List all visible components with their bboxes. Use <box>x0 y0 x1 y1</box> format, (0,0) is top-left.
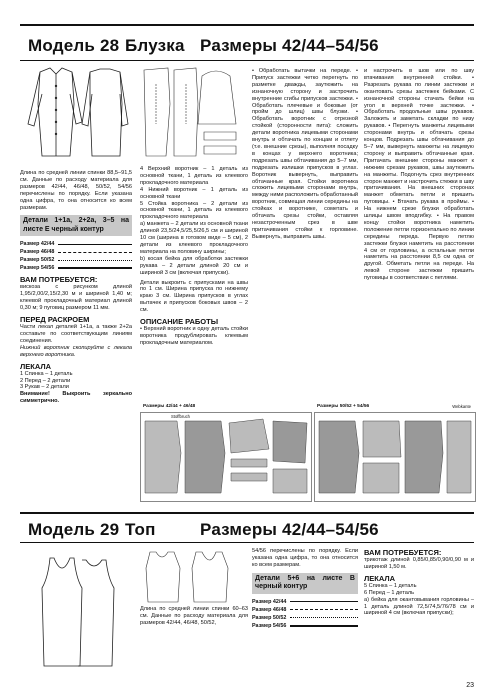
model29-intro: Длина по средней линии спинки 60–63 см. Данные по расходу материала для размеров 42/44, 46/48, 50/52, <box>140 606 248 626</box>
model28-col2-a: 4 Нижний воротник – 1 деталь из основной ткани <box>140 186 248 200</box>
m29-size-legend-46: Размер 46/48 <box>252 606 358 614</box>
layout-selvage-label: Webkante <box>452 404 471 409</box>
model28-col2-c: а) манжета – 2 детали из основной ткани длиной 23,5/24,5/25,5/26,5 см и шириной 10 см (ширина в готовом виде – 5 см), 2 детали из клеевого прокладочного материала на половину ширины; <box>140 221 248 255</box>
model29-pattern-title: ЛЕКАЛА <box>364 573 396 583</box>
layout-diagram-2 <box>314 404 476 502</box>
size-legend-50: Размер 50/52 <box>20 256 132 264</box>
model28-col2-top: 4 Верхний воротник – 1 деталь из основной ткани, 1 деталь из клеевого прокладочного материала <box>140 166 248 186</box>
top-rule <box>20 24 474 26</box>
size-legend-42: Размер 42/44 <box>20 240 132 248</box>
page-number: 23 <box>466 682 474 689</box>
model28-need-title: ВАМ ПОТРЕБУЕТСЯ: <box>20 275 98 285</box>
model28-before-italic: Нижний воротник скопируйте с лекала верхнего воротника. <box>20 344 132 358</box>
model29-need-text: трикотаж длиной 0,85/0,85/0,90/0,90 м и шириной 1,50 м. <box>364 557 474 570</box>
model29-name: Топ <box>125 520 156 539</box>
model29-sizes: Размеры 42/44–54/56 <box>200 520 379 539</box>
model29-top-rule <box>20 512 474 514</box>
model28-column-1 <box>20 170 132 470</box>
model28-col2-d: b) косая бейка для обработки застежки рукава – 2 детали длиной 20 см и шириной 3 см (включая припуски). <box>140 255 248 276</box>
model28-number: Модель 28 <box>28 36 120 55</box>
size-legend-54: Размер 54/56 <box>20 264 132 272</box>
model28-column-3: • Обработать вытачки на переде. • Припуск застежки четко перегнуть по разметке дважды, заутюжить на изнаночную сторону и застрочить внутренние сгибы припусков застежки. • Обработать плечевые и боковые (от пройм до шлиц) швы блузки. • Обработать воротник с отрезной стойкой (сторонности пита): сложить детали воротника лицевыми сторонами внутрь и обтачать по концам и отлету (т.е. внешние срезы), выполняя посадку в концах у верхнего воротника; подрезать швы обтачивания до 5–7 мм, подрезать излишки припусков в углах. Воротник вывернуть, выправить обтачанные края. Стойки воротника сложить лицевыми сторонами внутрь, между ними расположить обработанный воротник, совмещая линии середины на стойках и воротнике, сометать и обтачать срезы стойки, оставляя незастроченным срез в шве притачивания стойки к горловине. Вывернуть, выправить швы. <box>252 68 358 240</box>
model29-pattern-extra: а) бейка для окантовывания горловины – 1 деталь длиной 72,5/74,5/76/78 см и шириной 4 см (включая припуски); <box>364 596 474 617</box>
model28-work-title: ОПИСАНИЕ РАБОТЫ <box>140 317 219 327</box>
layout-label-1: Размеры 42/44 + 46/48 <box>143 404 196 409</box>
model28-name: Блузка <box>125 36 185 55</box>
model28-col2-e: Детали выкроить с припусками на швы по 1 см. Ширина припуска по нижнему краю 3 см. Ширина припусков в углах вытачек и припусков боковых швов – 2 см. <box>140 279 248 314</box>
model29-rule <box>20 542 474 543</box>
model28-details-bar: Детали 1+1а, 2+2а, 3–5 на листе Е черный контур <box>20 215 132 236</box>
model28-pattern-1: 1 Спинка – 1 деталь <box>20 370 73 377</box>
model29-pattern-2: 6 Перед – 1 деталь <box>364 589 415 596</box>
model28-before-text: Части лекал деталей 1+1а, а также 2+2а составьте по соответствующим линиям соединения. <box>20 324 132 344</box>
m29-size-legend-50: Размер 50/52 <box>252 614 358 622</box>
model28-blouse-illustration <box>20 64 132 166</box>
model28-attention: Внимание! Выкроить зеркально симметрично. <box>20 391 132 405</box>
model28-col2-b: 5 Стойка воротника – 2 детали из основной ткани, 1 деталь из клеевого прокладочного материала <box>140 200 248 221</box>
m29-size-legend-42: Размер 42/44 <box>252 598 358 606</box>
model28-column-4: и настрочить в шов или по шву втачивания внутренней стойки. • Разрезать рукава по линии застежки и окантовать срезы застежек бейками. С изнаночной стороны стачать бейки на угол в верхней точке застежки. • Обработать продольные швы рукавов. Заложить и заметать складки по низу рукавов. • Перегнуть манжеты лицевыми сторонами внутрь и обтачать срезы концов. Подрезать швы обтачивания до 5–7 мм, вывернуть манжеты на лицевую сторону и выправить обтачанные края. Притачать внешние стороны манжет к нижним срезам рукавов, швы заутюжить на манжеты. Подогнуть срез внутренних сторон манжет и настрочить стежки в шву притачивания. На внешних сторонах манжет обметать петли и пришить пуговицы. • Втачать рукава в проймы. • На нижнем срезе блузки обработать шлицы швом вподгибку. • На правом концу стойки воротника наметить положение петли горизонтально по линии середины переда. Первую петлю застежки блузки наметить на расстоянии 4 см от горловины, а остальные петли наметить на расстоянии 8,5 см одна от другой. Обметать петли на переде. На левой стороне застежки пришить пуговицы в соответствии с петлями. <box>364 68 474 282</box>
model28-pattern-schematic <box>140 64 244 162</box>
layout-label-2: Размеры 50/52 + 54/56 <box>317 404 370 409</box>
model29-details-bar: Детали 5+6 на листе В черный контур <box>252 573 358 594</box>
model29-intro-cont: 54/56 перечислены по порядку. Если указана одна цифра, то она относится ко всем размерам. <box>252 548 358 568</box>
model29-column-4 <box>364 548 474 678</box>
model28-work-first: • Верхний воротник и одну деталь стойки воротника продублировать клеевым прокладочным материалом. <box>140 326 248 346</box>
model28-column-2 <box>140 166 248 406</box>
model28-rule <box>20 60 474 61</box>
layout-diagram-1 <box>140 404 312 502</box>
size-legend-46: Размер 46/48 <box>20 248 132 256</box>
layout-fold-label-1: Stoffbruch <box>171 414 191 419</box>
model28-sizes: Размеры 42/44–54/56 <box>200 36 379 55</box>
model29-column-3 <box>252 548 358 678</box>
model29-number: Модель 29 <box>28 520 120 539</box>
model29-pattern-schematic <box>140 548 244 604</box>
model28-pattern-2: 2 Перед – 2 детали <box>20 377 71 384</box>
model28-pattern-title: ЛЕКАЛА <box>20 361 52 371</box>
model28-pattern-3: 3 Рукав – 2 детали <box>20 384 69 391</box>
model29-pattern-1: 5 Спинка – 1 деталь <box>364 582 417 589</box>
model28-intro: Длина по средней линии спинки 88,5–91,5 см. Данные по расходу материала для размеров 42/44, 46/48, 50/52, 54/56 перечислены по порядку. Если указана одна цифра, то она относится ко всем размерам. <box>20 170 132 211</box>
model29-top-illustration <box>20 548 132 674</box>
m29-size-legend-54: Размер 54/56 <box>252 622 358 630</box>
model28-before-title: ПЕРЕД РАСКРОЕМ <box>20 315 90 325</box>
model29-column-2 <box>140 606 248 666</box>
model28-need-text: вискоза с рисунком длиной 1,95/2,00/2,15/2,30 м и шириной 1,40 м; клеевой прокладочный материал длиной 0,30 м; 9 пуговиц размером 11 мм. <box>20 284 132 312</box>
model29-need-title: ВАМ ПОТРЕБУЕТСЯ: <box>364 548 442 557</box>
